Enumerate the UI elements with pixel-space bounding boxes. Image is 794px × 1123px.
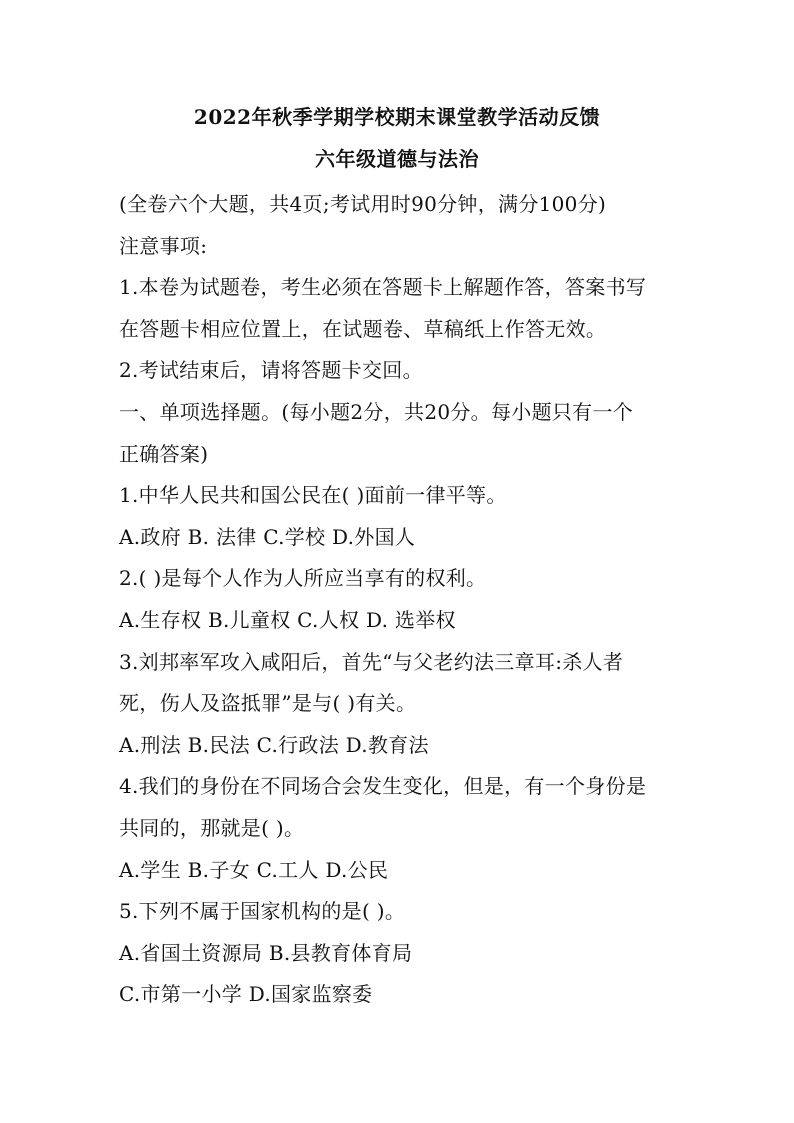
question-4: 4.我们的身份在不同场合会发生变化，但是，有一个身份是 bbox=[119, 774, 647, 799]
exam-title: 2022年秋季学期学校期末课堂教学活动反馈 bbox=[193, 105, 601, 129]
notice-heading: 注意事项: bbox=[119, 233, 208, 258]
notice-item-1-cont: 在答题卡相应位置上，在试题卷、草稿纸上作答无效。 bbox=[119, 316, 607, 341]
question-1: 1.中华人民共和国公民在( )面前一律平等。 bbox=[119, 483, 507, 508]
question-3: 3.刘邦率军攻入咸阳后，首先“与父老约法三章耳:杀人者 bbox=[119, 649, 624, 674]
question-2-options: A.生存权 B.儿童权 C.人权 D. 选举权 bbox=[119, 607, 456, 632]
question-4-options: A.学生 B.子女 C.工人 D.公民 bbox=[119, 857, 389, 882]
exam-body bbox=[119, 184, 679, 1016]
question-3-cont: 死，伤人及盗抵罪”是与( )有关。 bbox=[119, 691, 417, 716]
exam-subtitle: 六年级道德与法治 bbox=[315, 147, 479, 171]
notice-item-1: 1.本卷为试题卷，考生必须在答题卡上解题作答，答案书写 bbox=[119, 275, 647, 300]
question-1-options: A.政府 B. 法律 C.学校 D.外国人 bbox=[119, 524, 416, 549]
question-5: 5.下列不属于国家机构的是( )。 bbox=[119, 899, 406, 924]
question-5-options-ab: A.省国土资源局 B.县教育体育局 bbox=[119, 940, 413, 965]
section-heading: 一、单项选择题。(每小题2分，共20分。每小题只有一个 bbox=[119, 399, 634, 424]
question-3-options: A.刑法 B.民法 C.行政法 D.教育法 bbox=[119, 732, 429, 757]
exam-info-line: (全卷六个大题，共4页;考试用时90分钟，满分100分) bbox=[119, 192, 607, 216]
section-heading-cont: 正确答案) bbox=[119, 441, 209, 466]
question-2: 2.( )是每个人作为人所应当享有的权利。 bbox=[119, 566, 487, 591]
question-5-options-cd: C.市第一小学 D.国家监察委 bbox=[119, 982, 373, 1007]
question-4-cont: 共同的，那就是( )。 bbox=[119, 815, 305, 840]
notice-item-2: 2.考试结束后，请将答题卡交回。 bbox=[119, 358, 423, 383]
